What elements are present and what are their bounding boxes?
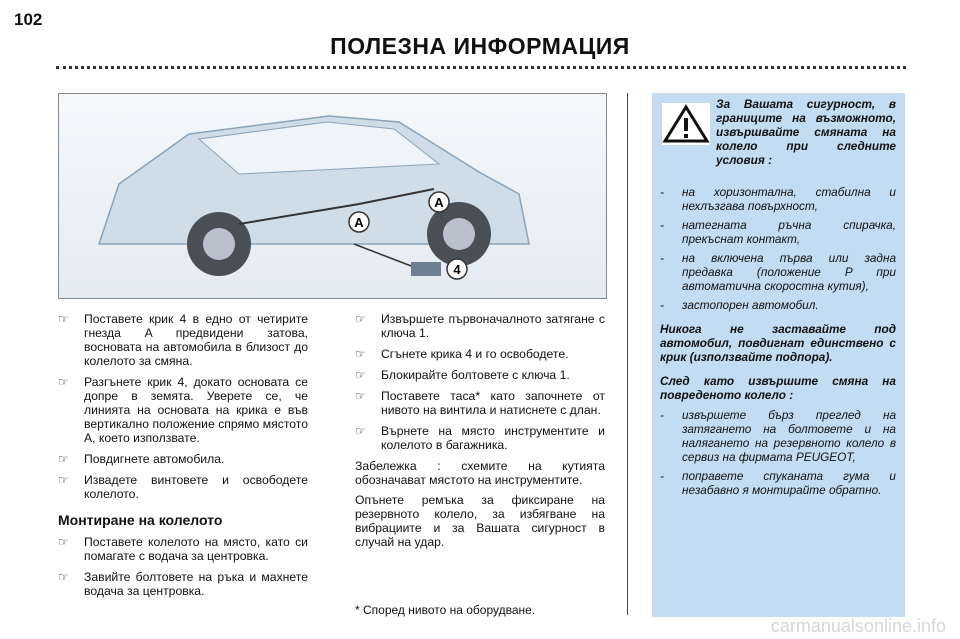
- pointing-hand-icon: ☞: [355, 368, 366, 382]
- list-item: ☞ Повдигнете автомобила.: [58, 452, 225, 466]
- list-item: - застопорен автомобил.: [660, 298, 819, 312]
- pointing-hand-icon: ☞: [355, 347, 366, 361]
- page-title: ПОЛЕЗНА ИНФОРМАЦИЯ: [330, 33, 630, 59]
- safety-subheading: След като извършите смяна на повреденото колело :: [660, 374, 896, 402]
- column-divider: [627, 93, 628, 615]
- footnote: * Според нивото на оборудване.: [355, 603, 536, 617]
- dotted-divider: [56, 66, 906, 69]
- note: Забележка : схемите на кутията обозначават мястото на инструментите.: [355, 459, 605, 487]
- pointing-hand-icon: ☞: [355, 424, 366, 438]
- list-item: ☞ Разгънете крик 4, докато основата се допре в земята. Уверете се, че линията на основата на крика е във вертикално положение спрямо мястото A, което използвате.: [58, 375, 308, 445]
- column-middle: [355, 312, 605, 555]
- list-item: ☞ Сгънете крика 4 и го освободете.: [355, 347, 569, 361]
- section-heading: Монтиране на колелото: [58, 512, 223, 528]
- safety-warning: Никога не заставайте под автомобил, повдигнат единствено с крик (използвайте подпора).: [660, 322, 896, 364]
- watermark: carmanualsonline.info: [770, 616, 946, 636]
- list-item: ☞ Завийте болтовете на ръка и махнете водача за центровка.: [58, 570, 308, 598]
- label-a-1-text: A: [354, 215, 364, 230]
- pointing-hand-icon: ☞: [58, 312, 69, 326]
- safety-heading: За Вашата сигурност, в границите на възможното, извършвайте смяната на колело при следните условия :: [716, 97, 896, 167]
- pointing-hand-icon: ☞: [355, 312, 366, 326]
- paragraph: Опънете ремъка за фиксиране на резервното колело, за избягване на вибрациите и за Вашата сигурност в случай на удар.: [355, 493, 605, 549]
- list-item: ☞ Поставете крик 4 в едно от четирите гнезда A предвидени затова, восновата на автомобила в близост до колелото за смяна.: [58, 312, 308, 368]
- pointing-hand-icon: ☞: [355, 389, 366, 403]
- car-jack-illustration: [58, 93, 607, 299]
- list-item: ☞ Блокирайте болтовете с ключа 1.: [355, 368, 570, 382]
- list-item: - на включена първа или задна предавка (положение P при автоматична скоростна кутия),: [660, 251, 896, 293]
- list-item: ☞ Върнете на място инструментите и колелото в багажника.: [355, 424, 605, 452]
- list-item: - поправете спуканата гума и незабавно я монтирайте обратно.: [660, 469, 896, 497]
- list-item: ☞ Поставете таса* като започнете от нивото на винтила и натиснете с длан.: [355, 389, 605, 417]
- pointing-hand-icon: ☞: [58, 570, 69, 584]
- pointing-hand-icon: ☞: [58, 535, 69, 549]
- label-4-text: 4: [453, 262, 461, 277]
- list-item: ☞ Поставете колелото на място, като си помагате с водача за центровка.: [58, 535, 308, 563]
- page-number: 102: [14, 10, 43, 29]
- label-a-2-text: A: [434, 195, 444, 210]
- list-item: ☞ Извършете първоначалното затягане с ключа 1.: [355, 312, 605, 340]
- list-item: - извършете бърз преглед на затягането на болтовете и на налягането на резервното колело в сервиз на фирмата PEUGEOT,: [660, 408, 896, 464]
- list-item: ☞ Извадете винтовете и освободете колелото.: [58, 473, 308, 501]
- list-item: - на хоризонтална, стабилна и нехлъзгава повърхност,: [660, 185, 896, 213]
- car-illustration-svg: [59, 94, 606, 298]
- warning-triangle-icon: [662, 103, 710, 145]
- pointing-hand-icon: ☞: [58, 375, 69, 389]
- column-left: [58, 312, 308, 605]
- safety-box: [652, 93, 905, 617]
- pointing-hand-icon: ☞: [58, 452, 69, 466]
- pointing-hand-icon: ☞: [58, 473, 69, 487]
- safety-body: [660, 185, 896, 502]
- list-item: - натегнатa ръчна спирачка, прекъснат контакт,: [660, 218, 896, 246]
